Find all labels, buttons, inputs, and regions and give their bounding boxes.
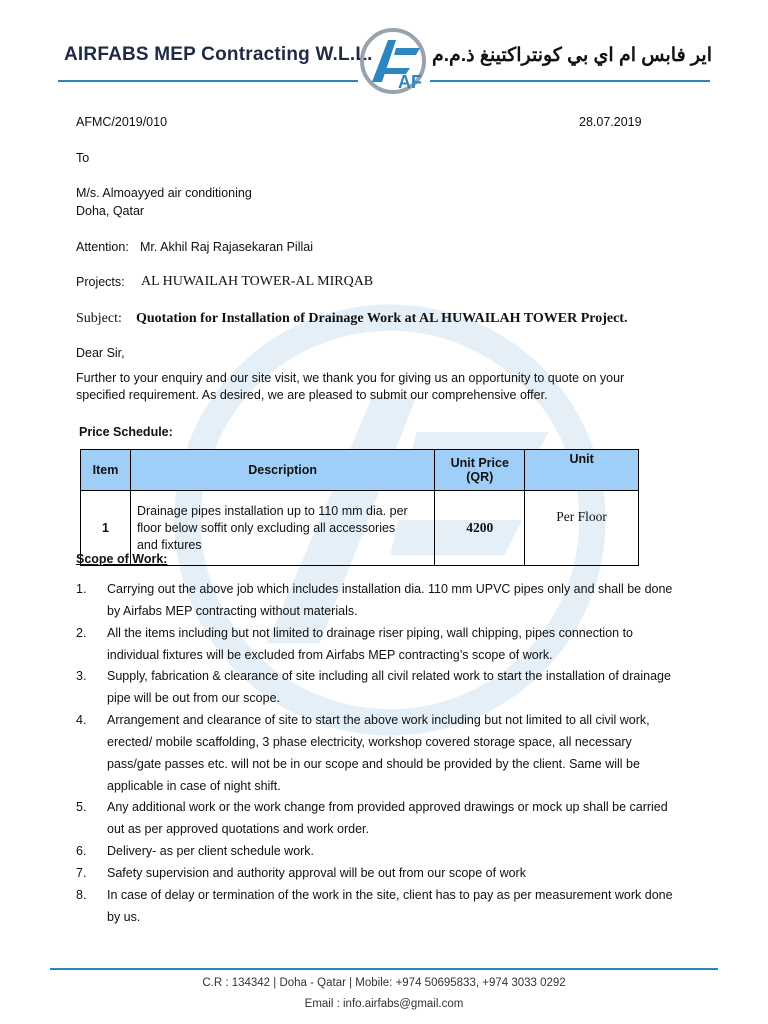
- cell-description: [130, 491, 434, 566]
- projects-value: AL HUWAILAH TOWER-AL MIRQAB: [141, 274, 374, 289]
- list-item-number: 7.: [76, 866, 87, 880]
- header-unit: Unit: [525, 450, 639, 491]
- salutation: Dear Sir,: [76, 346, 125, 360]
- cell-unit: Per Floor: [525, 491, 639, 566]
- list-item-text: Safety supervision and authority approval will be out from our scope of work: [107, 866, 526, 880]
- list-item-text: Carrying out the above job which includes installation dia. 110 mm UPVC pipes only and shall be done by Airfabs MEP contracting without materials.: [107, 582, 673, 618]
- list-item-number: 3.: [76, 669, 87, 683]
- header-item: Item: [81, 450, 131, 491]
- recipient-line-2: Doha, Qatar: [76, 204, 145, 218]
- list-item-number: 1.: [76, 582, 87, 596]
- attention-label: Attention:: [76, 240, 129, 254]
- footer-rule: [50, 968, 718, 970]
- company-name-english: AIRFABS MEP Contracting W.L.L.: [64, 44, 373, 65]
- description-line-3: and fixtures: [136, 537, 202, 552]
- header-rule-left: [58, 80, 358, 82]
- description-line-1: Drainage pipes installation up to 110 mm dia. per: [136, 503, 408, 518]
- header-unit-price-line-2: (QR): [466, 470, 494, 484]
- cell-unit-price: 4200: [435, 491, 525, 566]
- cell-item: 1: [81, 491, 131, 566]
- list-item-text: Supply, fabrication & clearance of site including all civil related work to start the installation of drainage pipe will be out from our scope.: [107, 669, 671, 705]
- footer-email-line: Email : info.airfabs@gmail.com: [304, 998, 464, 1010]
- list-item-text: All the items including but not limited to drainage riser piping, wall chipping, pipes connection to individual fixtures will be excluded from Airfabs MEP contracting’s scope of work.: [107, 626, 633, 662]
- footer-contact-line: C.R : 134342 | Doha - Qatar | Mobile: +974 50695833, +974 3033 0292: [202, 977, 566, 989]
- list-item-text: Arrangement and clearance of site to start the above work including but not limited to all civil work, erected/ mobile scaffolding, 3 phase electricity, workshop covered storage space, all necessary pass/gate passes etc. will not be in our scope and should be provided by the client. Same will be applicable in case of night shift.: [107, 713, 650, 793]
- subject-value: Quotation for Installation of Drainage Work at AL HUWAILAH TOWER Project.: [136, 311, 628, 326]
- company-logo: [358, 26, 428, 96]
- price-table: [80, 449, 639, 566]
- header-unit-price-line-1: Unit Price: [450, 456, 509, 470]
- list-item-number: 2.: [76, 626, 87, 640]
- header-description: Description: [130, 450, 434, 491]
- letter-date: 28.07.2019: [579, 115, 642, 129]
- list-item-text: Delivery- as per client schedule work.: [107, 844, 315, 858]
- price-schedule-title: Price Schedule:: [79, 425, 173, 439]
- company-name-arabic: اير فابس ام اي بي كونتراكتينغ ذ.م.م: [432, 45, 712, 66]
- table-header-row: [81, 450, 639, 491]
- header-unit-price: [435, 450, 525, 491]
- body-line-2: specified requirement. As desired, we are pleased to submit our comprehensive offer.: [76, 388, 548, 402]
- projects-label: Projects:: [76, 275, 125, 289]
- list-item-text: In case of delay or termination of the work in the site, client has to pay as per measurement work done by us.: [107, 888, 673, 924]
- list-item-number: 5.: [76, 800, 87, 814]
- attention-value: Mr. Akhil Raj Rajasekaran Pillai: [140, 240, 313, 254]
- body-line-1: Further to your enquiry and our site visit, we thank you for giving us an opportunity to quote on your: [76, 371, 625, 385]
- list-item-number: 8.: [76, 888, 87, 902]
- logo-text: AF: [398, 72, 422, 92]
- recipient-line-1: M/s. Almoayyed air conditioning: [76, 186, 252, 200]
- list-item-text: Any additional work or the work change from provided approved drawings or mock up shall be carried out as per approved quotations and work order.: [107, 800, 668, 836]
- reference-number: AFMC/2019/010: [76, 115, 168, 129]
- list-item-number: 4.: [76, 713, 87, 727]
- to-label: To: [76, 151, 90, 165]
- header-rule-right: [430, 80, 710, 82]
- list-item-number: 6.: [76, 844, 87, 858]
- scope-title: Scope of Work:: [76, 552, 168, 566]
- description-line-2: floor below soffit only excluding all accessories: [136, 520, 396, 535]
- subject-label: Subject:: [76, 311, 122, 326]
